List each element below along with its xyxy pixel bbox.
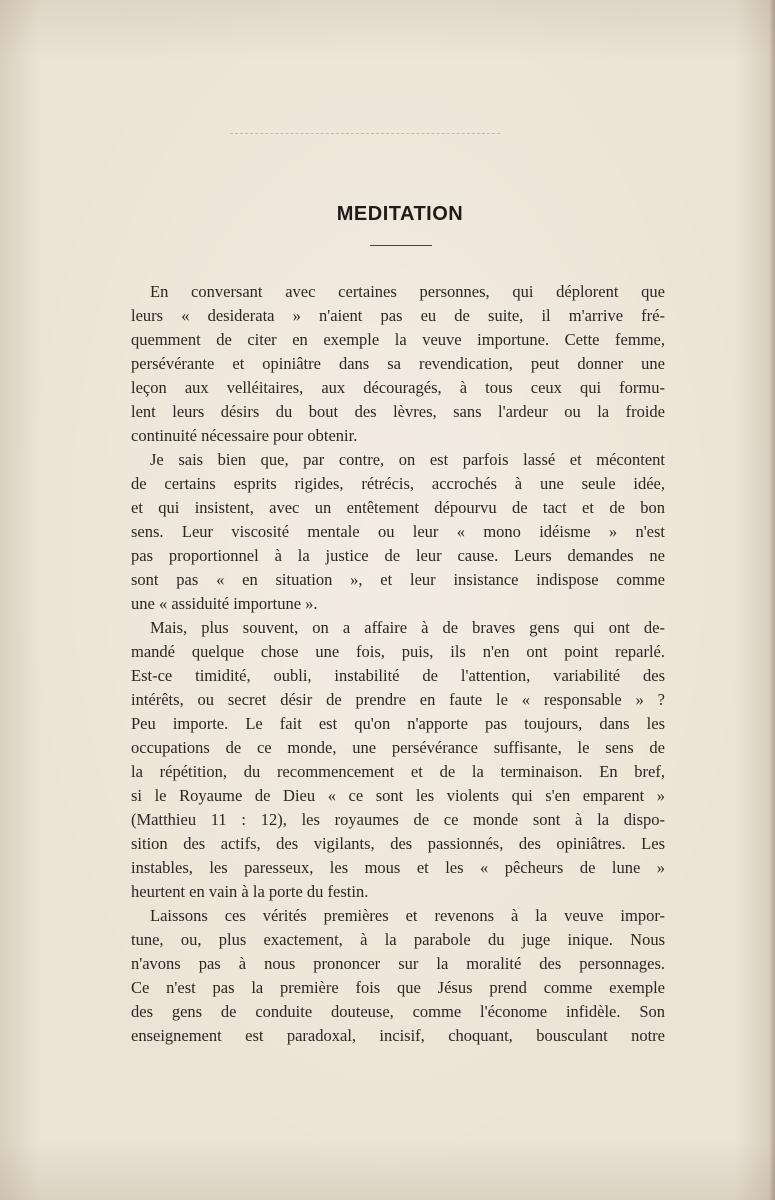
paragraph xyxy=(131,616,665,904)
text-line: n'avons pas à nous prononcer sur la moralité des personnages. xyxy=(131,954,665,973)
text-line: continuité nécessaire pour obtenir. xyxy=(131,426,358,445)
text-line: si le Royaume de Dieu « ce sont les violents qui s'en emparent » xyxy=(131,786,665,805)
header-ornament-rule xyxy=(230,133,500,134)
text-line: En conversant avec certaines personnes, qui déplorent que xyxy=(150,282,665,301)
text-line: enseignement est paradoxal, incisif, choquant, bousculant notre xyxy=(131,1026,665,1045)
text-line: et qui insistent, avec un entêtement dépourvu de tact et de bon xyxy=(131,498,665,517)
text-line: Je sais bien que, par contre, on est parfois lassé et mécontent xyxy=(150,450,665,469)
paragraph xyxy=(131,904,665,1048)
text-line: pas proportionnel à la justice de leur cause. Leurs demandes ne xyxy=(131,546,665,565)
text-line: persévérante et opiniâtre dans sa revendication, peut donner une xyxy=(131,354,665,373)
text-line: mandé quelque chose une fois, puis, ils n'en ont point reparlé. xyxy=(131,642,665,661)
text-line: sont pas « en situation », et leur insistance indispose comme xyxy=(131,570,665,589)
text-line: leçon aux velléitaires, aux découragés, à tous ceux qui formu- xyxy=(131,378,665,397)
text-line: sition des actifs, des vigilants, des passionnés, des opiniâtres. Les xyxy=(131,834,665,853)
title-underline xyxy=(370,245,432,246)
text-line: tune, ou, plus exactement, à la parabole du juge inique. Nous xyxy=(131,930,665,949)
text-line: leurs « desiderata » n'aient pas eu de suite, il m'arrive fré- xyxy=(131,306,665,325)
page-title: MEDITATION xyxy=(336,203,464,225)
text-line: une « assiduité importune ». xyxy=(131,594,318,613)
text-line: sens. Leur viscosité mentale ou leur « mono idéisme » n'est xyxy=(131,522,665,541)
page-edge-shadow xyxy=(769,0,775,1200)
text-line: la répétition, du recommencement et de la terminaison. En bref, xyxy=(131,762,665,781)
text-line: Ce n'est pas la première fois que Jésus prend comme exemple xyxy=(131,978,665,997)
body-text xyxy=(131,280,665,1048)
paragraph xyxy=(131,448,665,616)
paragraph xyxy=(131,280,665,448)
text-line: heurtent en vain à la porte du festin. xyxy=(131,882,369,901)
text-line: instables, les paresseux, les mous et les « pêcheurs de lune » xyxy=(131,858,665,877)
text-line: quemment de citer en exemple la veuve importune. Cette femme, xyxy=(131,330,665,349)
text-line: Mais, plus souvent, on a affaire à de braves gens qui ont de- xyxy=(150,618,665,637)
text-line: (Matthieu 11 : 12), les royaumes de ce monde sont à la dispo- xyxy=(131,810,665,829)
text-line: intérêts, ou secret désir de prendre en faute le « responsable » ? xyxy=(131,690,665,709)
text-line: de certains esprits rigides, rétrécis, accrochés à une seule idée, xyxy=(131,474,665,493)
text-line: occupations de ce monde, une persévérance suffisante, le sens de xyxy=(131,738,665,757)
text-line: Laissons ces vérités premières et revenons à la veuve impor- xyxy=(150,906,665,925)
text-line: lent leurs désirs du bout des lèvres, sans l'ardeur ou la froide xyxy=(131,402,665,421)
text-line: Est-ce timidité, oubli, instabilité de l'attention, variabilité des xyxy=(131,666,665,685)
text-line: Peu importe. Le fait est qu'on n'apporte pas toujours, dans les xyxy=(131,714,665,733)
text-line: des gens de conduite douteuse, comme l'économe infidèle. Son xyxy=(131,1002,665,1021)
